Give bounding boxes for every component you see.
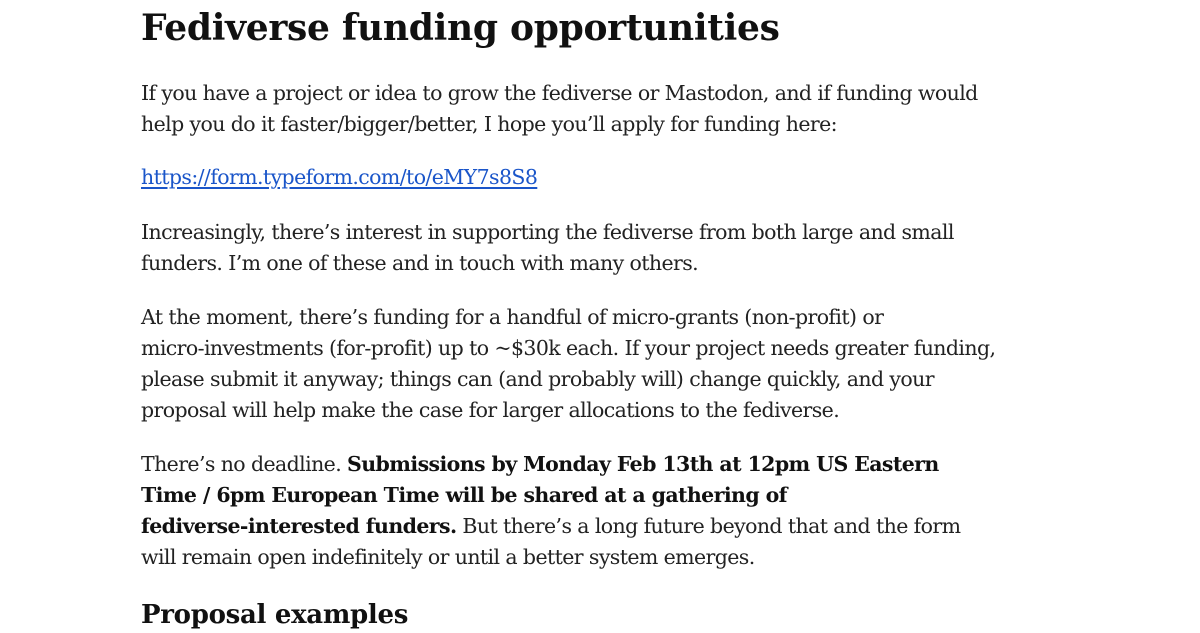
interest-line-2: funders. I’m one of these and in touch with many others. bbox=[141, 251, 699, 275]
funding-paragraph bbox=[141, 302, 995, 426]
deadline-after-bold: But there’s a long future beyond that and the form bbox=[456, 514, 961, 538]
deadline-line-2 bbox=[141, 480, 960, 511]
deadline-lead: There’s no deadline. bbox=[141, 452, 348, 476]
link-paragraph bbox=[141, 162, 537, 193]
funding-line-4: proposal will help make the case for larger allocations to the fediverse. bbox=[141, 398, 840, 422]
deadline-bold-2: Time / 6pm European Time will be shared at a gathering of bbox=[141, 483, 787, 507]
deadline-bold-1: Submissions by Monday Feb 13th at 12pm US Eastern bbox=[347, 452, 939, 476]
page-title: Fediverse funding opportunities bbox=[141, 7, 780, 49]
funding-line-3: please submit it anyway; things can (and probably will) change quickly, and your bbox=[141, 367, 934, 391]
proposal-examples-heading: Proposal examples bbox=[141, 600, 409, 630]
interest-line-1: Increasingly, there’s interest in supporting the fediverse from both large and small bbox=[141, 220, 954, 244]
deadline-bold-3: fediverse-interested funders. bbox=[141, 514, 457, 538]
typeform-link[interactable]: https://form.typeform.com/to/eMY7s8S8 bbox=[141, 165, 538, 189]
deadline-paragraph bbox=[141, 449, 960, 573]
intro-paragraph bbox=[141, 78, 978, 140]
funding-line-2: micro-investments (for-profit) up to ~$30k each. If your project needs greater funding, bbox=[141, 336, 996, 360]
funding-line-1: At the moment, there’s funding for a handful of micro-grants (non-profit) or bbox=[141, 305, 884, 329]
deadline-line-1 bbox=[141, 449, 960, 480]
deadline-line-3 bbox=[141, 511, 960, 542]
interest-paragraph bbox=[141, 217, 954, 279]
intro-line-1: If you have a project or idea to grow the fediverse or Mastodon, and if funding would bbox=[141, 81, 978, 105]
deadline-line-4: will remain open indefinitely or until a better system emerges. bbox=[141, 545, 755, 569]
intro-line-2: help you do it faster/bigger/better, I hope you’ll apply for funding here: bbox=[141, 112, 837, 136]
